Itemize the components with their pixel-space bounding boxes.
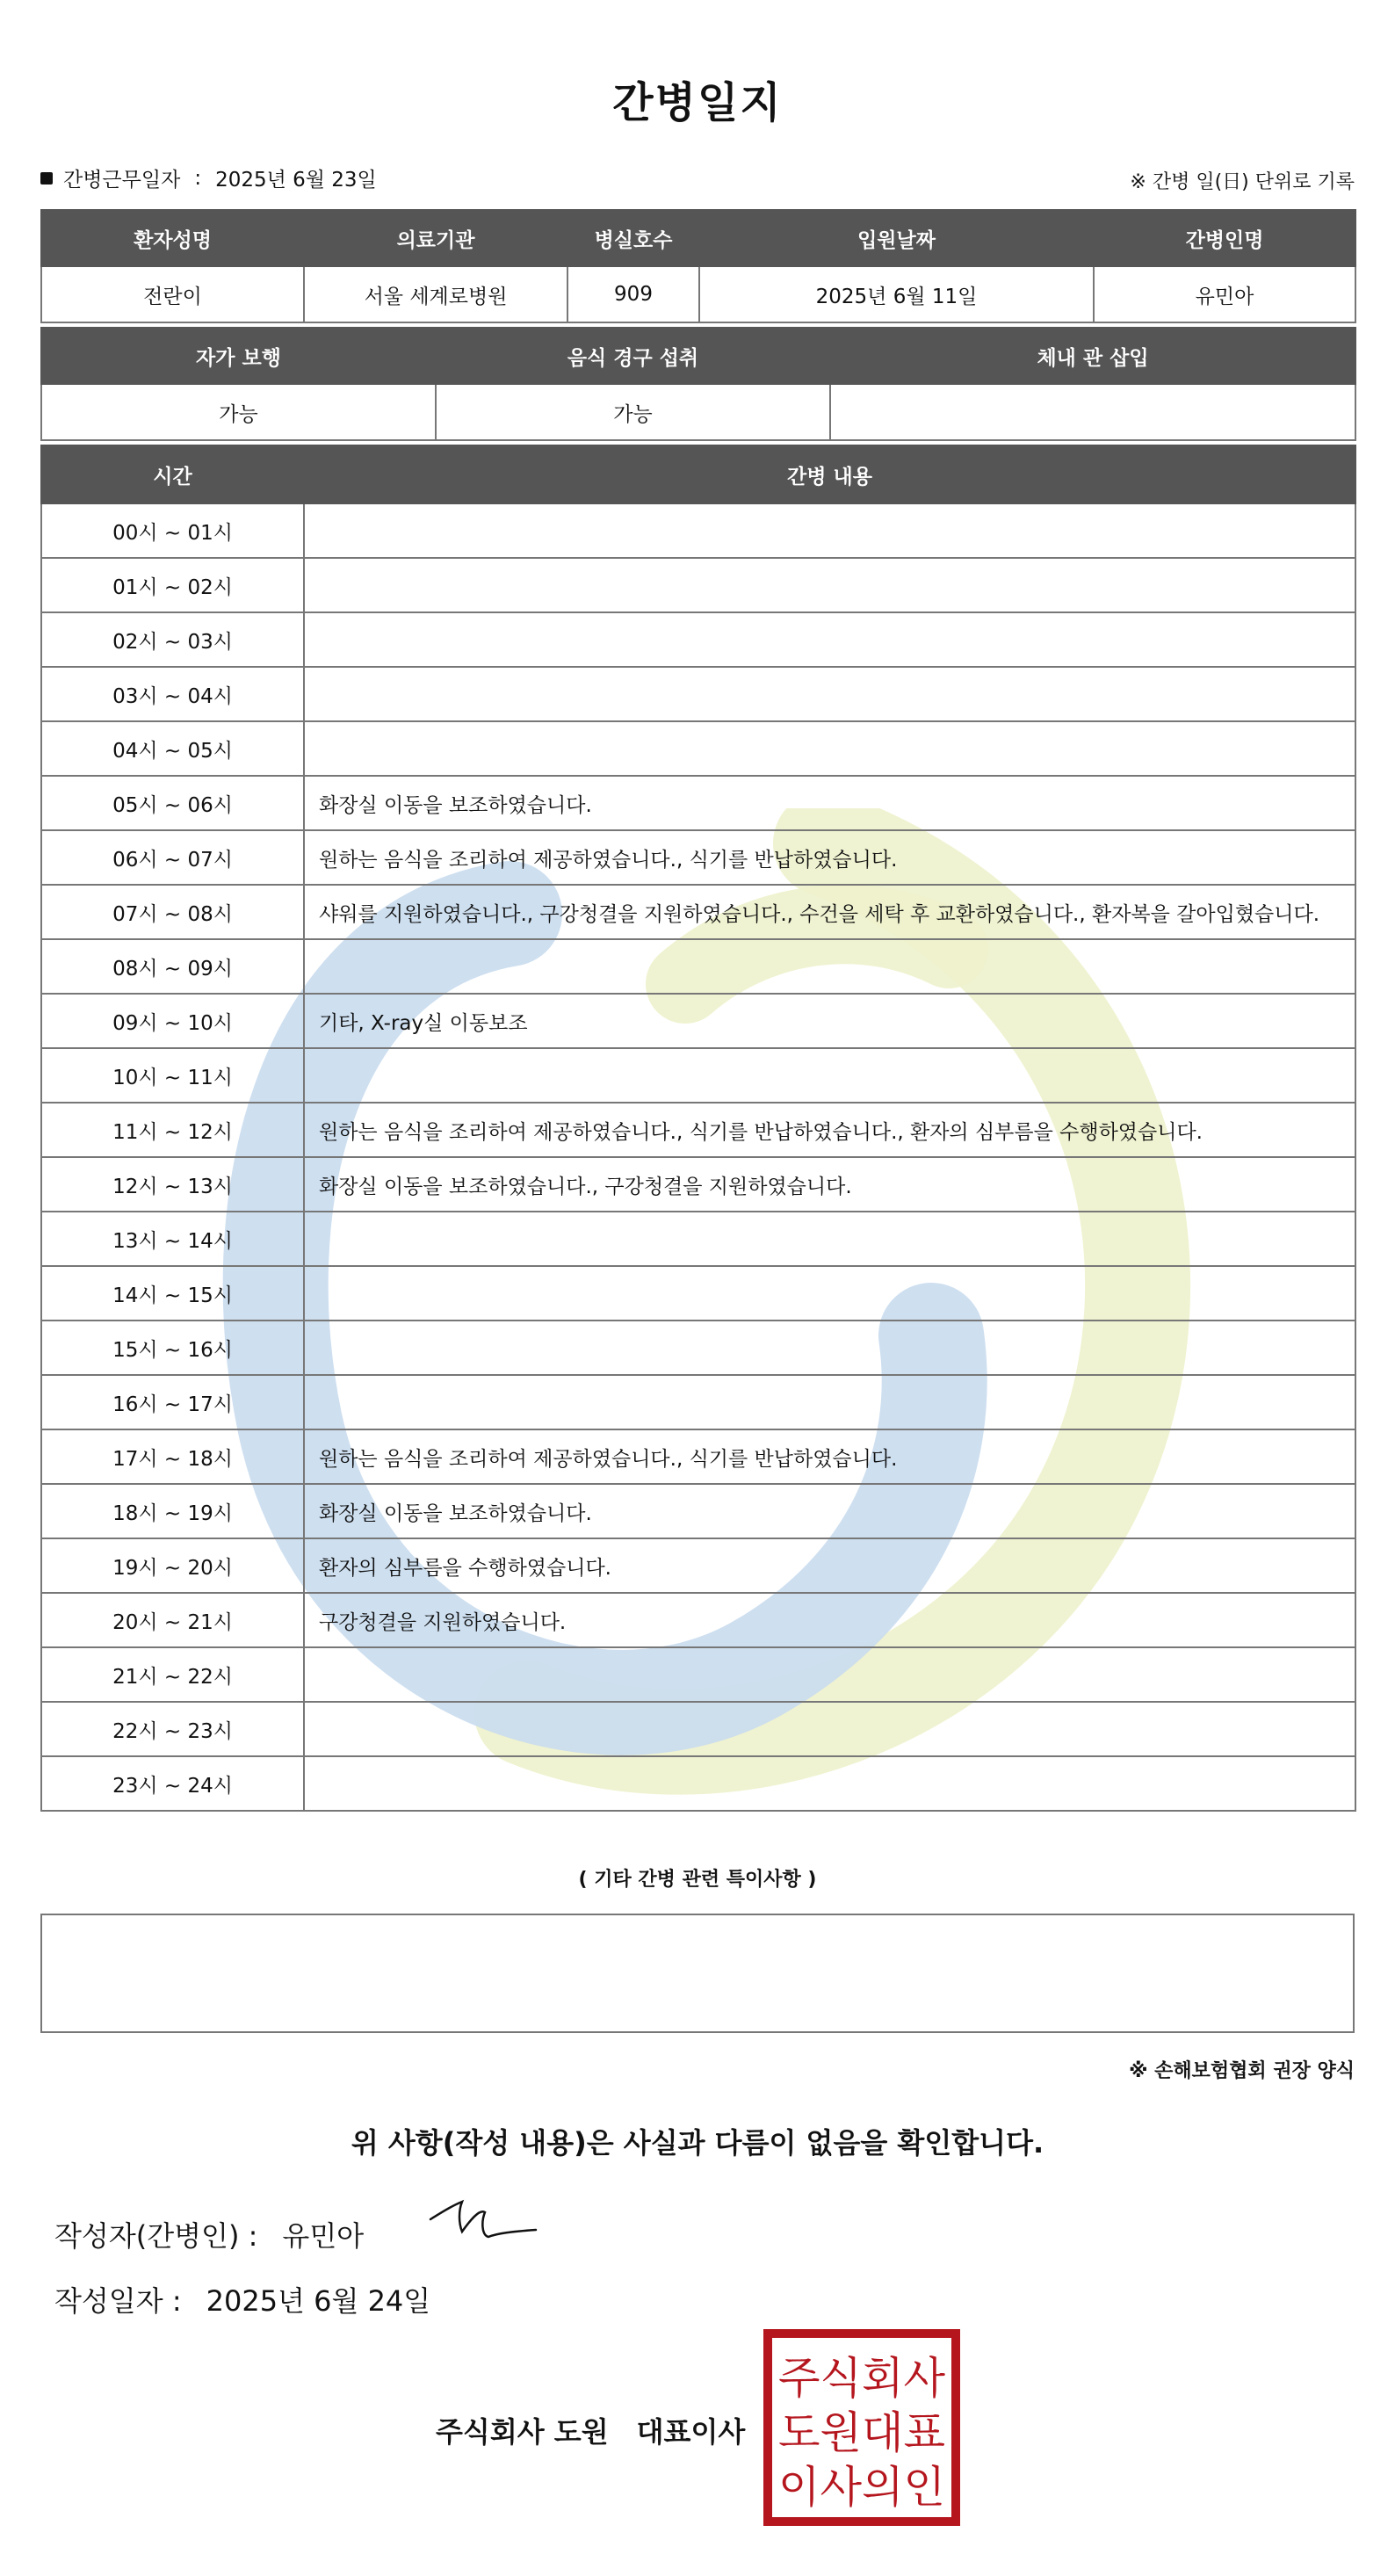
care-content: 구강청결을 지원하였습니다. <box>304 1593 1355 1647</box>
care-content <box>304 1212 1355 1266</box>
time-slot: 11시 ~ 12시 <box>41 1103 304 1157</box>
care-content <box>304 612 1355 667</box>
page-title: 간병일지 <box>612 78 783 127</box>
time-slot: 06시 ~ 07시 <box>41 830 304 885</box>
time-slot: 04시 ~ 05시 <box>41 721 304 776</box>
company-name: 주식회사 도원 <box>436 2415 609 2449</box>
header-tube: 체내 관 삽입 <box>830 328 1355 384</box>
signature <box>427 2193 541 2246</box>
time-slot: 01시 ~ 02시 <box>41 558 304 612</box>
header-walking: 자가 보행 <box>41 328 436 384</box>
association-note: ※ 손해보험협회 권장 양식 <box>1129 2060 1355 2082</box>
time-slot: 00시 ~ 01시 <box>41 503 304 558</box>
care-content <box>304 1647 1355 1702</box>
header-room: 병실호수 <box>567 210 699 266</box>
table-row <box>41 1321 1355 1375</box>
confirmation-statement: 위 사항(작성 내용)은 사실과 다름이 없음을 확인합니다. <box>351 2126 1044 2160</box>
care-content: 원하는 음식을 조리하여 제공하였습니다., 식기를 반납하였습니다. <box>304 830 1355 885</box>
oral-intake-status: 가능 <box>436 384 830 440</box>
table-row <box>41 558 1355 612</box>
header-time: 시간 <box>41 445 304 503</box>
table-row <box>41 1538 1355 1593</box>
care-content <box>304 1321 1355 1375</box>
special-notes-label: ( 기타 간병 관련 특이사항 ) <box>578 1869 817 1891</box>
care-content <box>304 721 1355 776</box>
time-slot: 23시 ~ 24시 <box>41 1756 304 1811</box>
care-content: 화장실 이동을 보조하였습니다., 구강청결을 지원하였습니다. <box>304 1157 1355 1212</box>
caregiver-name: 유민아 <box>1094 266 1355 322</box>
care-content: 기타, X-ray실 이동보조 <box>304 994 1355 1048</box>
care-content <box>304 1702 1355 1756</box>
table-row <box>41 1157 1355 1212</box>
care-content <box>304 667 1355 721</box>
table-row <box>41 1266 1355 1321</box>
writer-label: 작성자(간병인) : <box>54 2219 258 2253</box>
care-content: 환자의 심부름을 수행하였습니다. <box>304 1538 1355 1593</box>
table-row <box>41 1484 1355 1538</box>
work-date-line <box>40 163 377 192</box>
seal-line-3: 이사의인 <box>778 2462 945 2513</box>
care-content: 원하는 음식을 조리하여 제공하였습니다., 식기를 반납하였습니다. <box>304 1429 1355 1484</box>
company-line <box>436 2410 745 2450</box>
header-care-content: 간병 내용 <box>304 445 1355 503</box>
walking-status: 가능 <box>41 384 436 440</box>
table-row <box>41 830 1355 885</box>
care-content <box>304 1266 1355 1321</box>
table-row <box>41 1647 1355 1702</box>
time-slot: 10시 ~ 11시 <box>41 1048 304 1103</box>
table-row <box>41 667 1355 721</box>
time-slot: 17시 ~ 18시 <box>41 1429 304 1484</box>
care-content: 원하는 음식을 조리하여 제공하였습니다., 식기를 반납하였습니다., 환자의 심부름을 수행하였습니다. <box>304 1103 1355 1157</box>
seal-line-1: 주식회사 <box>778 2353 946 2404</box>
table-row <box>41 1429 1355 1484</box>
table-row <box>41 1375 1355 1429</box>
tube-status <box>830 384 1355 440</box>
work-date-label: 간병근무일자 <box>63 169 181 192</box>
time-slot: 07시 ~ 08시 <box>41 885 304 939</box>
care-content <box>304 1375 1355 1429</box>
care-content: 화장실 이동을 보조하였습니다. <box>304 776 1355 830</box>
table-row <box>41 612 1355 667</box>
write-date-label: 작성일자 : <box>54 2284 182 2318</box>
table-row <box>41 1103 1355 1157</box>
time-slot: 08시 ~ 09시 <box>41 939 304 994</box>
hospital: 서울 세계로병원 <box>304 266 567 322</box>
table-row <box>41 1212 1355 1266</box>
time-slot: 13시 ~ 14시 <box>41 1212 304 1266</box>
seal-line-2: 도원대표 <box>778 2407 945 2458</box>
bullet-square-icon <box>40 172 53 185</box>
time-slot: 05시 ~ 06시 <box>41 776 304 830</box>
table-row <box>41 1593 1355 1647</box>
work-date-value: 2025년 6월 23일 <box>215 169 377 192</box>
care-log-table <box>40 445 1356 1812</box>
time-slot: 03시 ~ 04시 <box>41 667 304 721</box>
company-rep: 대표이사 <box>636 2415 746 2449</box>
care-content <box>304 558 1355 612</box>
time-slot: 18시 ~ 19시 <box>41 1484 304 1538</box>
time-slot: 12시 ~ 13시 <box>41 1157 304 1212</box>
table-row <box>41 885 1355 939</box>
time-slot: 09시 ~ 10시 <box>41 994 304 1048</box>
writer-line <box>54 2214 364 2254</box>
writer-name: 유민아 <box>282 2219 365 2253</box>
special-notes-box <box>40 1914 1355 2033</box>
patient-info-table <box>40 209 1356 323</box>
admission-date: 2025년 6월 11일 <box>699 266 1094 322</box>
care-content <box>304 939 1355 994</box>
time-slot: 16시 ~ 17시 <box>41 1375 304 1429</box>
table-row <box>41 1756 1355 1811</box>
time-slot: 02시 ~ 03시 <box>41 612 304 667</box>
table-row <box>41 939 1355 994</box>
care-content <box>304 1756 1355 1811</box>
table-row <box>41 994 1355 1048</box>
work-date-sep: : <box>194 166 202 190</box>
header-hospital: 의료기관 <box>304 210 567 266</box>
header-patient-name: 환자성명 <box>41 210 304 266</box>
table-row <box>41 1702 1355 1756</box>
unit-note: ※ 간병 일(日) 단위로 기록 <box>1130 171 1355 193</box>
table-row <box>41 1048 1355 1103</box>
care-content: 화장실 이동을 보조하였습니다. <box>304 1484 1355 1538</box>
time-slot: 20시 ~ 21시 <box>41 1593 304 1647</box>
header-admission-date: 입원날짜 <box>699 210 1094 266</box>
time-slot: 19시 ~ 20시 <box>41 1538 304 1593</box>
table-row <box>41 776 1355 830</box>
table-row <box>41 721 1355 776</box>
time-slot: 21시 ~ 22시 <box>41 1647 304 1702</box>
header-caregiver: 간병인명 <box>1094 210 1355 266</box>
room-number: 909 <box>567 266 699 322</box>
care-content <box>304 503 1355 558</box>
header-oral-intake: 음식 경구 섭취 <box>436 328 830 384</box>
write-date-value: 2025년 6월 24일 <box>206 2284 431 2318</box>
time-slot: 14시 ~ 15시 <box>41 1266 304 1321</box>
care-content: 샤워를 지원하였습니다., 구강청결을 지원하였습니다., 수건을 세탁 후 교환하였습니다., 환자복을 갈아입혔습니다. <box>304 885 1355 939</box>
write-date-line <box>54 2279 430 2319</box>
time-slot: 22시 ~ 23시 <box>41 1702 304 1756</box>
care-content <box>304 1048 1355 1103</box>
company-seal <box>763 2328 961 2527</box>
patient-status-table <box>40 327 1356 441</box>
table-row <box>41 503 1355 558</box>
time-slot: 15시 ~ 16시 <box>41 1321 304 1375</box>
patient-name: 전란이 <box>41 266 304 322</box>
